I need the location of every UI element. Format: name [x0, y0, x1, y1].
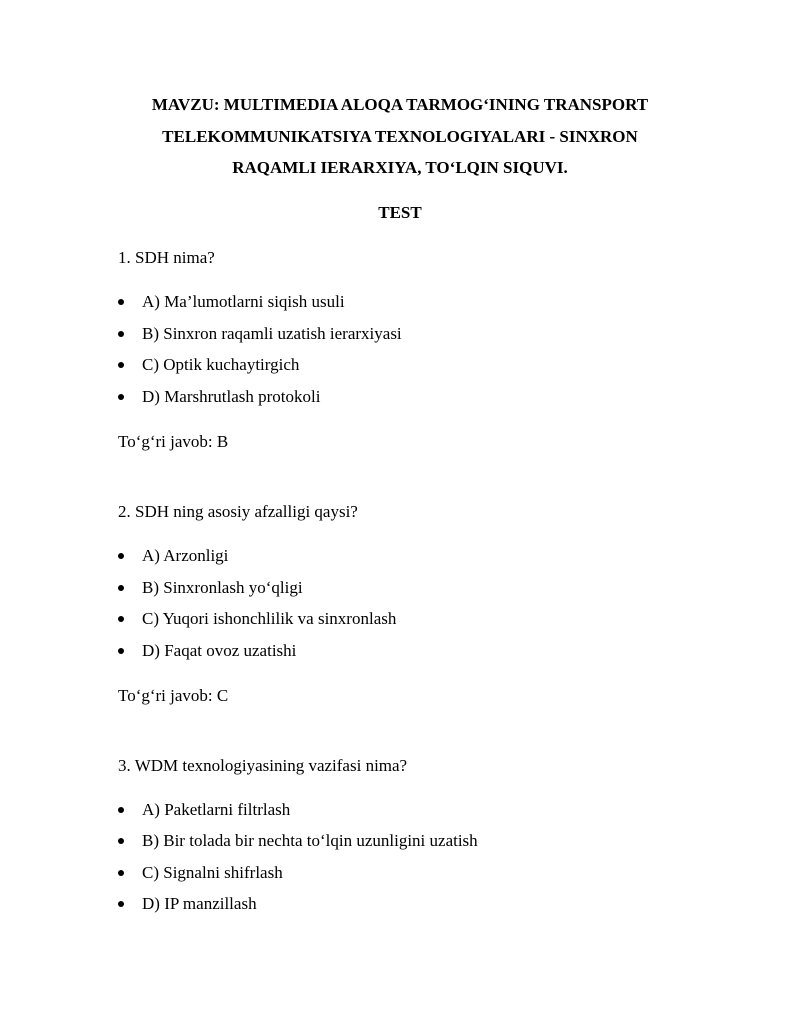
bullet-icon [118, 838, 124, 844]
option-text: C) Yuqori ishonchlilik va sinxronlash [142, 609, 397, 628]
section-heading: TEST [378, 203, 422, 222]
bullet-icon [118, 901, 124, 907]
title-line-1: MAVZU: MULTIMEDIA ALOQA TARMOG‘INING TRANSPORT [151, 95, 649, 114]
question-2: 2. SDH ning asosiy afzalligi qaysi? [118, 502, 358, 521]
bullet-icon [118, 331, 124, 337]
option-text: B) Bir tolada bir nechta to‘lqin uzunligini uzatish [142, 831, 478, 850]
option-text: B) Sinxronlash yo‘qligi [142, 578, 303, 597]
option-text: B) Sinxron raqamli uzatish ierarxiyasi [142, 324, 402, 343]
option-text: A) Ma’lumotlarni siqish usuli [142, 292, 345, 311]
bullet-icon [118, 394, 124, 400]
title-line-2: TELEKOMMUNIKATSIYA TEXNOLOGIYALARI - SINXRON [162, 127, 638, 146]
bullet-icon [118, 870, 124, 876]
bullet-icon [118, 299, 124, 305]
option-text: D) Faqat ovoz uzatishi [142, 641, 297, 660]
question-1: 1. SDH nima? [118, 248, 215, 267]
option-text: A) Arzonligi [142, 546, 229, 565]
question-3: 3. WDM texnologiyasining vazifasi nima? [118, 756, 408, 775]
option-text: A) Paketlarni filtrlash [142, 800, 291, 819]
option-text: C) Signalni shifrlash [142, 863, 283, 882]
bullet-icon [118, 362, 124, 368]
question-2-answer: To‘g‘ri javob: C [118, 686, 229, 705]
option-text: D) IP manzillash [142, 894, 257, 913]
bullet-icon [118, 585, 124, 591]
bullet-icon [118, 648, 124, 654]
question-1-answer: To‘g‘ri javob: B [118, 432, 229, 451]
bullet-icon [118, 553, 124, 559]
bullet-icon [118, 807, 124, 813]
bullet-icon [118, 616, 124, 622]
title-line-3: RAQAMLI IERARXIYA, TO‘LQIN SIQUVI. [232, 158, 568, 177]
option-text: D) Marshrutlash protokoli [142, 387, 321, 406]
option-text: C) Optik kuchaytirgich [142, 355, 300, 374]
